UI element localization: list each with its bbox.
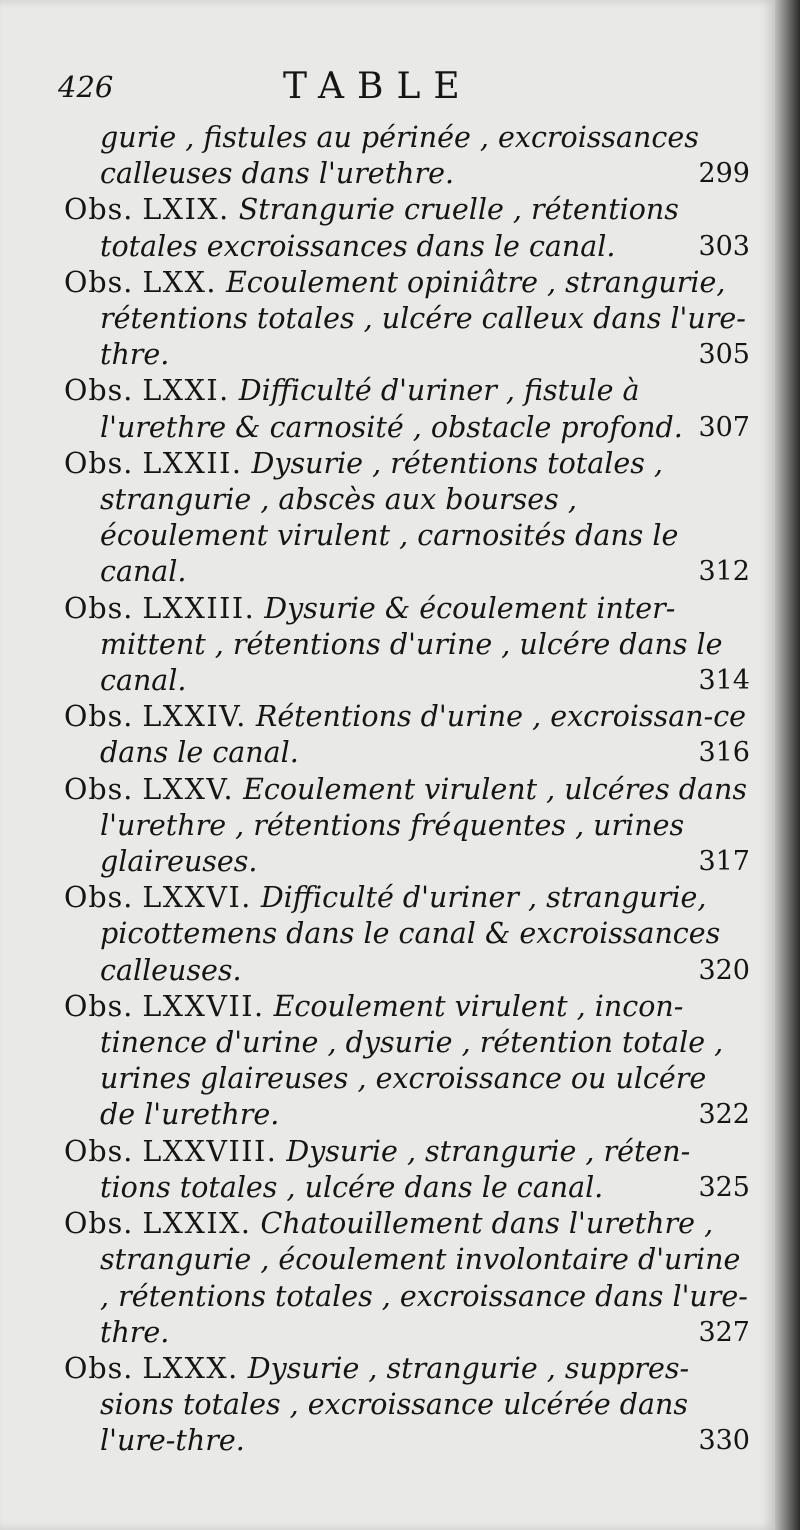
entry-paragraph [64, 880, 750, 989]
observation-number: LXXV. [142, 772, 235, 806]
entry-text: Ecoulement opiniâtre , strangurie, rétentions totales , ulcére calleux dans l'ure-thre. [100, 265, 746, 372]
observation-label: Obs. [64, 193, 134, 227]
entry-text: Difficulté d'uriner , fistule à l'urethre & carnosité , obstacle profond. [100, 374, 683, 444]
observation-label: Obs. [64, 591, 134, 625]
observation-number: LXXIV. [142, 700, 247, 734]
observation-number: LXXVI. [142, 881, 252, 915]
entry-page-number: 307 [698, 411, 750, 443]
entry-page-number: 305 [698, 339, 750, 371]
toc-entry [64, 772, 750, 881]
observation-label: Obs. [64, 265, 134, 299]
entry-text: Strangurie cruelle , rétentions totales excroissances dans le canal. [100, 193, 679, 263]
toc-entry [64, 120, 750, 192]
observation-label: Obs. [64, 772, 134, 806]
entry-text: Rétentions d'urine , excroissan-ce dans le canal. [100, 700, 747, 770]
entry-page-number: 322 [698, 1099, 750, 1131]
observation-label: Obs. [64, 1134, 134, 1168]
observation-number: LXXIX. [142, 1207, 252, 1241]
observation-label: Obs. [64, 700, 134, 734]
entry-paragraph [64, 1206, 750, 1351]
entry-page-number: 325 [698, 1171, 750, 1203]
entry-page-number: 330 [698, 1425, 750, 1457]
entry-paragraph [64, 373, 750, 445]
toc-entry [64, 1206, 750, 1351]
observation-label: Obs. [64, 1351, 134, 1385]
entry-paragraph [64, 446, 750, 591]
toc-entry [64, 265, 750, 374]
observation-label: Obs. [64, 446, 134, 480]
observation-number: LXXX. [142, 1351, 239, 1385]
entry-paragraph [64, 772, 750, 881]
observation-label: Obs. [64, 881, 134, 915]
entry-page-number: 317 [698, 846, 750, 878]
observation-number: LXIX. [142, 193, 230, 227]
toc-entry [64, 192, 750, 264]
entry-page-number: 299 [698, 158, 750, 190]
entry-paragraph [64, 265, 750, 374]
toc-entry [64, 1134, 750, 1206]
entry-text: Dysurie , strangurie , suppres-sions totales , excroissance ulcérée dans l'ure-thre. [100, 1351, 690, 1458]
entry-text: Dysurie , strangurie , réten-tions totales , ulcére dans le canal. [100, 1134, 691, 1204]
observation-label: Obs. [64, 1207, 134, 1241]
toc-entry [64, 373, 750, 445]
toc-entry [64, 1351, 750, 1460]
page-header [58, 66, 748, 114]
entry-paragraph [64, 1134, 750, 1206]
entry-paragraph [64, 1351, 750, 1460]
entry-paragraph [64, 699, 750, 771]
observation-number: LXXI. [142, 374, 230, 408]
entry-page-number: 316 [698, 737, 750, 769]
page-edge [775, 0, 800, 1530]
observation-label: Obs. [64, 374, 134, 408]
entry-text: gurie , fistules au périnée , excroissances calleuses dans l'urethre. [100, 121, 699, 191]
toc-entry [64, 880, 750, 989]
entry-text: Dysurie , rétentions totales , strangurie , abscès aux bourses , écoulement virulent , carnosités dans le canal. [100, 446, 679, 589]
entry-text: Chatouillement dans l'urethre , strangurie , écoulement involontaire d'urine , rétentions totales , excroissance dans l'ure-thre. [100, 1207, 748, 1349]
entry-text: Ecoulement virulent , ulcéres dans l'urethre , rétentions fréquentes , urines glaireuses. [100, 772, 747, 879]
entry-page-number: 312 [698, 556, 750, 588]
entry-paragraph [100, 120, 750, 192]
toc-entry [64, 591, 750, 700]
entry-paragraph [64, 989, 750, 1134]
running-title: TABLE [283, 66, 473, 107]
entry-page-number: 320 [698, 954, 750, 986]
entry-text: Dysurie & écoulement inter-mittent , rétentions d'urine , ulcére dans le canal. [100, 591, 723, 698]
observation-number: LXX. [142, 265, 217, 299]
observation-label: Obs. [64, 989, 134, 1023]
toc-entry [64, 989, 750, 1134]
toc-entry [64, 699, 750, 771]
entry-paragraph [64, 591, 750, 700]
entry-paragraph [64, 192, 750, 264]
observation-number: LXXIII. [142, 591, 256, 625]
observation-number: LXXII. [142, 446, 243, 480]
entry-page-number: 314 [698, 665, 750, 697]
observation-number: LXXVII. [142, 989, 265, 1023]
table-of-contents [64, 120, 750, 1460]
entry-text: Ecoulement virulent , incon-tinence d'urine , dysurie , rétention totale , urines glaireuses , excroissance ou ulcére de l'urethre. [100, 989, 724, 1132]
page-number: 426 [58, 70, 114, 104]
entry-text: Difficulté d'uriner , strangurie, picottemens dans le canal & excroissances calleuses. [100, 881, 721, 987]
entry-page-number: 303 [698, 230, 750, 262]
entry-page-number: 327 [698, 1316, 750, 1348]
observation-number: LXXVIII. [142, 1134, 278, 1168]
toc-entry [64, 446, 750, 591]
